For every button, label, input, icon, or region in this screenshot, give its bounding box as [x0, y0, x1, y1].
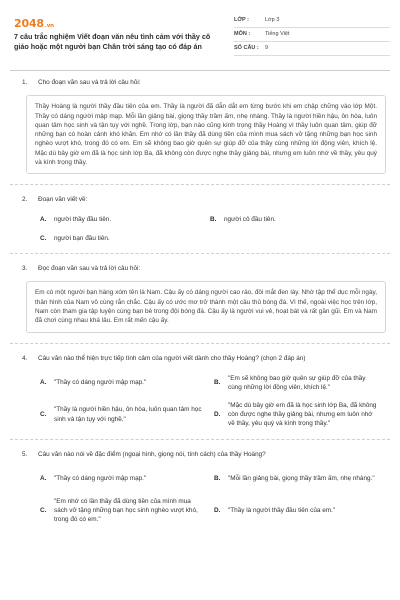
answer-option-a[interactable] [40, 467, 210, 491]
answer-options [40, 371, 390, 429]
answer-option-b[interactable] [214, 467, 384, 491]
meta-value: Tiếng Việt [265, 30, 290, 37]
option-letter: A. [40, 215, 47, 223]
option-letter: B. [214, 475, 221, 483]
option-letter: A. [40, 475, 47, 483]
question-4 [10, 354, 390, 429]
option-letter: C. [40, 411, 47, 419]
question-5 [10, 450, 390, 525]
answer-option-d[interactable] [214, 497, 384, 525]
option-text: "Thầy có dáng người mập mạp." [54, 475, 147, 483]
question-divider [10, 184, 390, 185]
answer-option-c[interactable] [40, 497, 210, 525]
answer-option-d[interactable] [214, 401, 384, 429]
option-text: "Thầy là người hiền hậu, ôn hòa, luôn quan tâm học sinh và tận tụy với nghề." [54, 406, 202, 423]
question-list [10, 78, 390, 525]
question-text: Đoạn văn viết về: [38, 196, 88, 204]
worksheet-header [10, 10, 390, 66]
question-number: 5. [22, 450, 28, 458]
worksheet-title: 7 câu trắc nghiệm Viết đoạn văn nêu tình cảm với thầy cô giáo hoặc một người bạn Chân trời sáng tạo có đáp án [14, 32, 211, 51]
logo-suffix: .vn [44, 23, 54, 29]
question-divider [10, 253, 390, 254]
answer-option-a[interactable] [40, 371, 210, 395]
meta-value: 9 [265, 44, 269, 51]
option-letter: C. [40, 234, 47, 242]
answer-option-c[interactable] [40, 401, 210, 429]
answer-option-a[interactable] [40, 215, 210, 224]
reading-passage: Em có một người bạn hàng xóm tên là Nam. Cậu ấy có dáng người cao ráo, đôi mắt đen láy. Nhờ tập thể dục mỗi ngày, thân hình của Nam vô cùng rắn chắc. Cậu ấy có ước mơ trở thành một cầu thủ bóng đá. Vì thế, ngoài việc học trên lớp, Nam còn tham gia tập luyện cùng bạn bè trong đội bóng đá. Cậu ấy là người vui vẻ, hoạt bát và rất gần gũi. Em và Nam đã chơi cùng nhau khá lâu. Em rất mến cậu ấy. [26, 281, 386, 332]
option-text: người thầy đầu tiên. [54, 215, 112, 223]
meta-key: SỐ CÂU : [234, 44, 259, 51]
question-number: 4. [22, 354, 28, 362]
question-divider [10, 439, 390, 440]
option-letter: B. [210, 215, 217, 223]
meta-row-class [234, 14, 390, 28]
option-letter: B. [214, 379, 221, 387]
meta-key: MÔN : [234, 30, 251, 37]
option-letter: D. [214, 507, 221, 515]
option-text: người cô đầu tiên. [224, 215, 276, 223]
option-text: "Mặc dù bây giờ em đã là học sinh lớp Ba, đã không còn được nghe thầy giảng bài, nhưng em luôn nhớ về thầy, yêu quý và kính trọng thầy." [228, 401, 377, 428]
option-text: "Em nhớ có lần thầy đã dùng tiền của mình mua sách vở tặng những bạn học sinh nghèo vượt khó, trong đó có em." [54, 497, 198, 524]
answer-options [40, 467, 390, 525]
question-number: 1. [22, 79, 28, 86]
question-divider [10, 343, 390, 344]
logo-main: 2048 [14, 17, 44, 30]
question-text: Câu văn nào nói về đặc điểm (ngoại hình, giọng nói, tính cách) của thầy Hoàng? [38, 450, 266, 458]
answer-options [40, 215, 390, 244]
answer-option-c[interactable] [40, 234, 210, 243]
answer-option-b[interactable] [214, 371, 384, 395]
reading-passage: Thầy Hoàng là người thầy đầu tiên của em. Thầy là người đã dẫn dắt em từng bước khi em chập chững vào lớp Một. Thầy có dáng người mập mạp. Mỗi lần giảng bài, giọng thầy trầm ấm, nhẹ nhàng. Thầy là người hiền hậu, ôn hòa, luôn quan tâm học sinh và tận tụy với nghề. Trong lớp, bạn nào cũng kính trọng thầy Hoàng vì thầy luôn quan tâm, giúp đỡ những bạn có hoàn cảnh khó khăn. Em nhớ có lần thầy đã dùng tiền của mình mua sách vở tặng những bạn học sinh nghèo vượt khó, trong đó có em. Em sẽ không bao giờ quên sự giúp đỡ của thầy cùng những lời động viên, khích lệ. Mặc dù bây giờ em đã là học sinh lớp Ba, đã không còn được nghe thầy giảng bài, nhưng em luôn nhớ về thầy, yêu quý và kính trọng thầy. [26, 95, 386, 174]
option-letter: C. [40, 507, 47, 515]
option-letter: A. [40, 379, 47, 387]
option-letter: D. [214, 411, 221, 419]
option-text: người bạn đầu tiên. [54, 234, 110, 242]
meta-row-subject [234, 28, 390, 42]
question-1 [10, 78, 390, 174]
meta-row-count [234, 42, 390, 56]
option-text: "Em sẽ không bao giờ quên sự giúp đỡ của thầy cùng những lời động viên, khích lệ." [228, 374, 366, 391]
meta-value: Lớp 3 [265, 16, 280, 23]
site-logo[interactable] [14, 16, 54, 32]
question-text: Câu văn nào thể hiện trực tiếp tình cảm của người viết dành cho thầy Hoàng? (chọn 2 đáp án) [38, 354, 306, 362]
header-divider [10, 70, 390, 71]
question-text: Đọc đoạn văn sau và trả lời câu hỏi: [38, 265, 141, 273]
meta-key: LỚP : [234, 16, 249, 23]
question-number: 3. [22, 265, 28, 273]
question-2 [10, 195, 390, 243]
option-text: "Mỗi lần giảng bài, giọng thầy trầm ấm, nhẹ nhàng." [228, 475, 375, 483]
option-text: "Thầy có dáng người mập mạp." [54, 379, 147, 387]
question-number: 2. [22, 196, 28, 204]
question-3 [10, 264, 390, 332]
question-text: Cho đoạn văn sau và trả lời câu hỏi: [38, 79, 141, 86]
option-text: "Thầy là người thầy đầu tiên của em." [228, 507, 336, 515]
answer-option-b[interactable] [210, 215, 380, 224]
worksheet-meta [234, 14, 390, 56]
